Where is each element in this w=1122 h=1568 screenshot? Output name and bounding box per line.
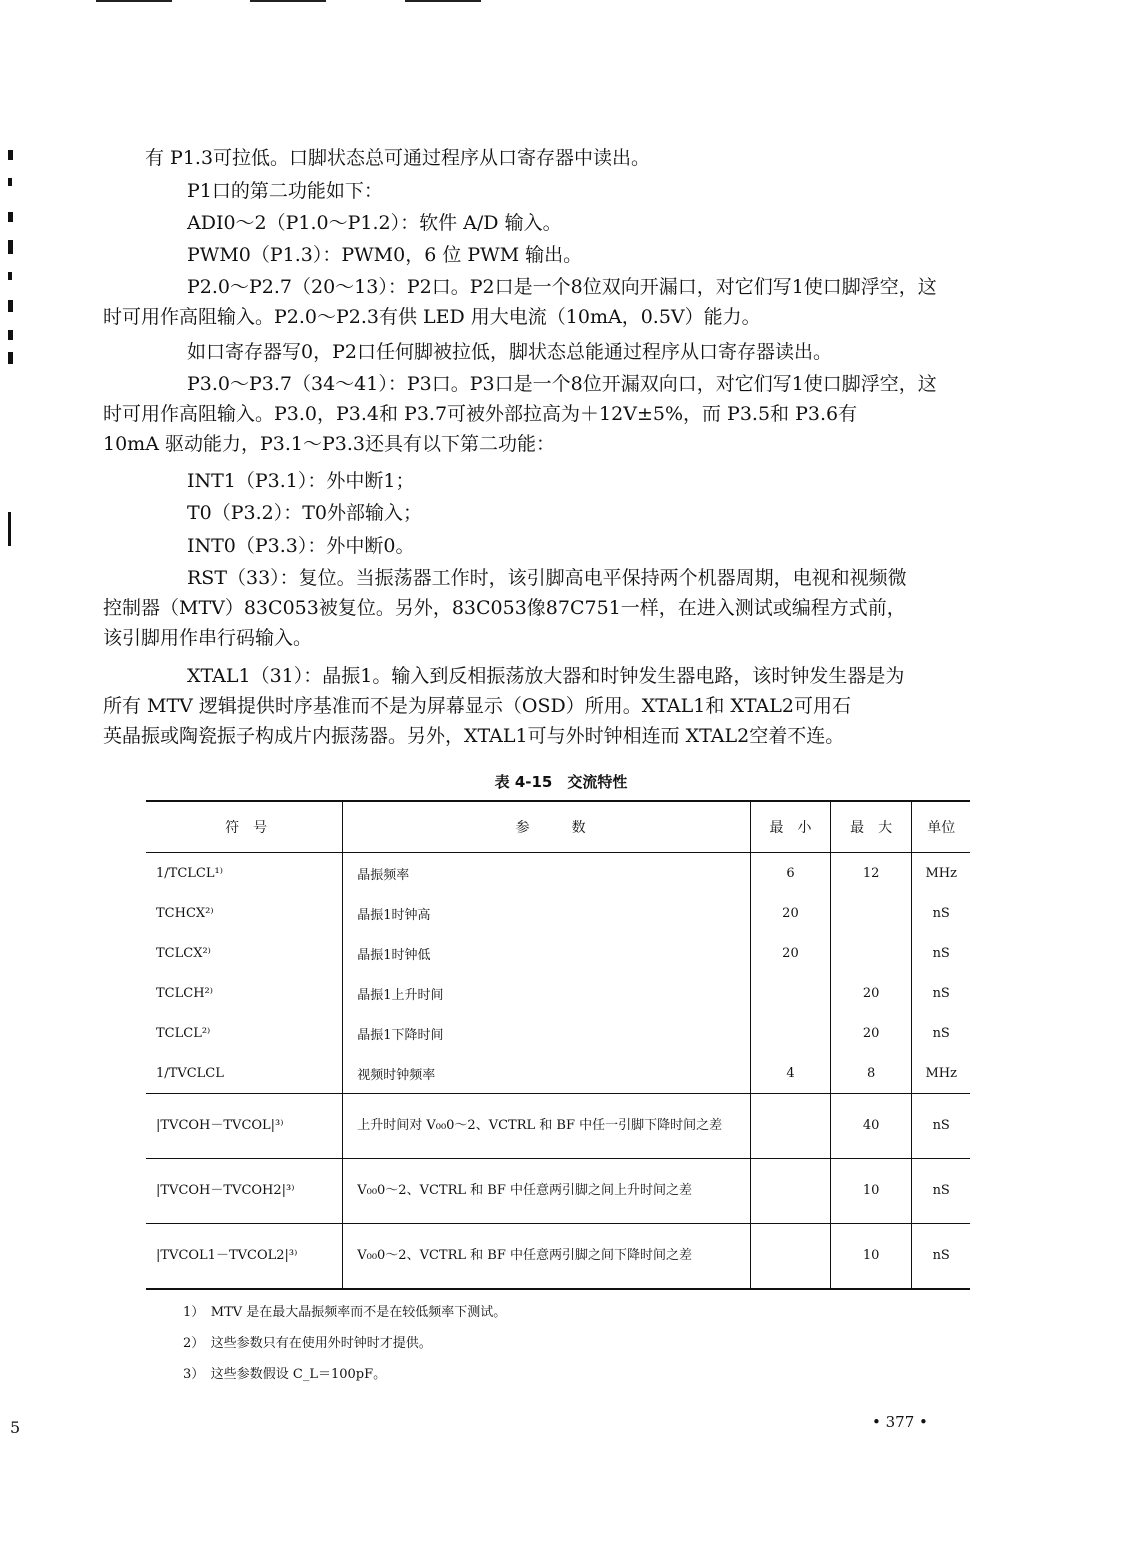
text-line: P2.0～P2.7（20～13）：P2口。P2口是一个8位双向开漏口，对它们写1使口脚浮空，这	[187, 276, 937, 298]
cell-min: 6	[751, 853, 831, 894]
text-line: 所有 MTV 逻辑提供时序基准而不是为屏幕显示（OSD）所用。XTAL1和 XTAL2可用石	[103, 695, 851, 717]
cell-symbol: 1/TVCLCL	[146, 1053, 343, 1094]
para-line	[145, 176, 970, 206]
top-rule-1	[96, 0, 172, 2]
cell-unit: MHz	[925, 865, 957, 881]
footnote: 2） 这些参数只有在使用外时钟时才提供。	[183, 1336, 432, 1351]
text-line: 如口寄存器写0，P2口任何脚被拉低，脚状态总能通过程序从口寄存器读出。	[187, 341, 832, 363]
cell-unit: nS	[932, 905, 950, 921]
text-line: 英晶振或陶瓷振子构成片内振荡器。另外，XTAL1可与外时钟相连而 XTAL2空着不连。	[103, 725, 845, 747]
table-row	[146, 1159, 970, 1224]
table-row	[146, 973, 970, 1013]
cell-max: 20	[830, 973, 912, 1013]
cell-min	[751, 1224, 831, 1290]
cell-symbol: TCLCL²⁾	[146, 1013, 343, 1053]
corner-mark: 5	[10, 1418, 21, 1437]
header-unit: 单位	[912, 801, 970, 853]
cell-min	[751, 1159, 831, 1224]
cell-symbol: |TVCOH－TVCOL|³⁾	[146, 1094, 343, 1159]
text-line: INT1（P3.1）：外中断1；	[187, 470, 415, 492]
text-line: 时可用作高阻输入。P3.0，P3.4和 P3.7可被外部拉高为＋12V±5%，而 P3.5和 P3.6有	[103, 403, 858, 425]
text-line: P3.0～P3.7（34～41）：P3口。P3口是一个8位开漏双向口，对它们写1使口脚浮空，这	[187, 373, 937, 395]
text-line: 该引脚用作串行码输入。	[103, 627, 313, 649]
para-line	[145, 208, 970, 238]
binding-mark	[8, 300, 13, 312]
binding-mark	[8, 150, 13, 160]
text-line: P1口的第二功能如下：	[187, 180, 383, 202]
paragraph-xtal1	[103, 661, 970, 751]
para-line	[145, 466, 970, 496]
table-row	[146, 853, 970, 894]
cell-param: V₀₀0～2、VCTRL 和 BF 中任意两引脚之间上升时间之差	[343, 1159, 751, 1224]
cell-max: 10	[830, 1159, 912, 1224]
cell-symbol: |TVCOL1－TVCOL2|³⁾	[146, 1224, 343, 1290]
cell-unit: nS	[932, 1025, 950, 1041]
binding-mark	[8, 272, 12, 280]
para-line	[145, 337, 970, 367]
para-line	[145, 531, 970, 561]
cell-param: 晶振1时钟高	[343, 893, 751, 933]
cell-param: 晶振频率	[343, 853, 751, 894]
cell-max	[830, 933, 912, 973]
paragraph-rst	[103, 563, 970, 653]
cell-max: 8	[830, 1053, 912, 1094]
cell-unit: nS	[912, 1224, 970, 1290]
header-min: 最 小	[751, 801, 831, 853]
cell-symbol: TCLCX²⁾	[146, 933, 343, 973]
table-header-row	[146, 801, 970, 853]
table-row	[146, 1053, 970, 1094]
table-caption: 表 4-15 交流特性	[494, 773, 628, 791]
cell-unit: nS	[932, 945, 950, 961]
cell-param: 晶振1下降时间	[343, 1013, 751, 1053]
cell-unit: nS	[912, 1094, 970, 1159]
cell-symbol: |TVCOH－TVCOH2|³⁾	[146, 1159, 343, 1224]
binding-mark	[8, 512, 11, 546]
cell-symbol: TCHCX²⁾	[146, 893, 343, 933]
binding-mark	[8, 212, 13, 222]
cell-param: 晶振1时钟低	[343, 933, 751, 973]
cell-param: V₀₀0～2、VCTRL 和 BF 中任意两引脚之间下降时间之差	[343, 1224, 751, 1290]
text-line: 时可用作高阻输入。P2.0～P2.3有供 LED 用大电流（10mA，0.5V）能力。	[103, 306, 761, 328]
cell-max	[830, 893, 912, 933]
text-line: RST（33）：复位。当振荡器工作时，该引脚高电平保持两个机器周期，电视和视频微	[187, 567, 907, 589]
para-line	[145, 240, 970, 270]
cell-max: 12	[830, 853, 912, 894]
top-rule-3	[405, 0, 481, 2]
cell-unit: MHz	[925, 1065, 957, 1081]
cell-min	[751, 1013, 831, 1053]
text-line: INT0（P3.3）：外中断0。	[187, 535, 415, 557]
table-row	[146, 933, 970, 973]
cell-min: 20	[751, 933, 831, 973]
binding-mark	[8, 352, 13, 364]
text-line: ADI0～2（P1.0～P1.2）：软件 A/D 输入。	[187, 212, 562, 234]
cell-symbol: TCLCH²⁾	[146, 973, 343, 1013]
text-line: 控制器（MTV）83C053被复位。另外，83C053像87C751一样，在进入测试或编程方式前，	[103, 597, 906, 619]
cell-symbol: 1/TCLCL¹⁾	[146, 853, 343, 894]
cell-param: 晶振1上升时间	[343, 973, 751, 1013]
text-line: XTAL1（31）：晶振1。输入到反相振荡放大器和时钟发生器电路，该时钟发生器是为	[187, 665, 905, 687]
text-line: 10mA 驱动能力，P3.1～P3.3还具有以下第二功能：	[103, 433, 555, 455]
cell-max: 10	[830, 1224, 912, 1290]
header-max: 最 大	[830, 801, 912, 853]
text-line: 有 P1.3可拉低。口脚状态总可通过程序从口寄存器中读出。	[145, 147, 651, 169]
table-row	[146, 1094, 970, 1159]
cell-param: 上升时间对 V₀₀0～2、VCTRL 和 BF 中任一引脚下降时间之差	[343, 1094, 751, 1159]
footnote: 3） 这些参数假设 C_L＝100pF。	[183, 1367, 387, 1382]
footnote: 1） MTV 是在最大晶振频率而不是在较低频率下测试。	[183, 1305, 507, 1320]
ac-characteristics-table	[146, 800, 970, 1290]
paragraph-p2	[103, 272, 970, 332]
binding-mark	[8, 330, 13, 340]
cell-unit: nS	[932, 985, 950, 1001]
paragraph-p3	[103, 369, 970, 459]
cell-max: 40	[830, 1094, 912, 1159]
table-row	[146, 893, 970, 933]
cell-min	[751, 1094, 831, 1159]
table-row	[146, 1013, 970, 1053]
cell-param: 视频时钟频率	[343, 1053, 751, 1094]
cell-unit: nS	[912, 1159, 970, 1224]
header-param: 参 数	[343, 801, 751, 853]
binding-mark	[8, 240, 13, 254]
table-footnotes	[183, 1297, 506, 1390]
text-line: T0（P3.2）：T0外部输入；	[187, 502, 423, 524]
top-rule-2	[250, 0, 326, 2]
cell-min: 4	[751, 1053, 831, 1094]
cell-max: 20	[830, 1013, 912, 1053]
cell-min: 20	[751, 893, 831, 933]
text-line: PWM0（P1.3）：PWM0，6 位 PWM 输出。	[187, 244, 583, 266]
page-number: • 377 •	[872, 1413, 928, 1431]
binding-mark	[8, 178, 12, 186]
para-line	[145, 498, 970, 528]
para-line	[145, 143, 970, 173]
table-row	[146, 1224, 970, 1290]
cell-min	[751, 973, 831, 1013]
header-symbol: 符 号	[146, 801, 343, 853]
